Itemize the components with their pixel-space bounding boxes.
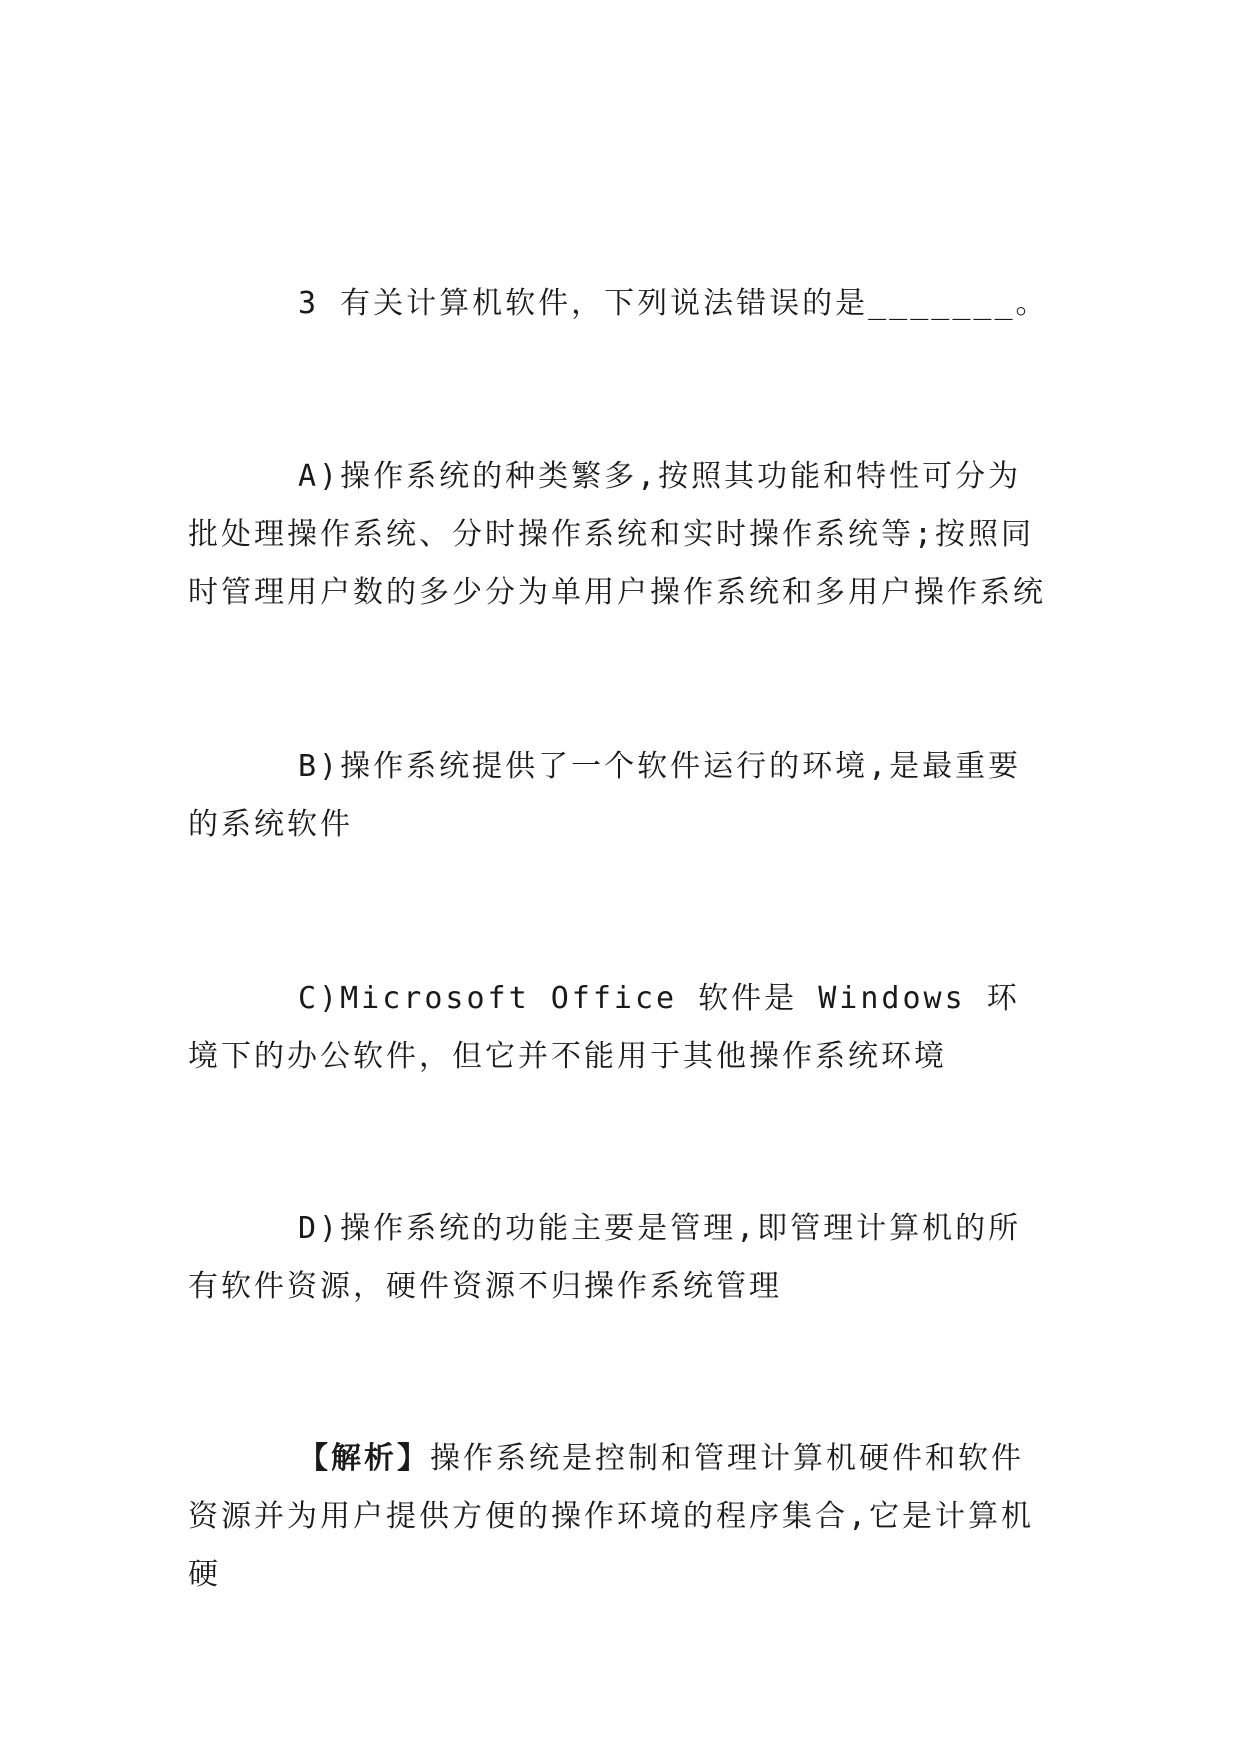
option-c: C)Microsoft Office 软件是 Windows 环境下的办公软件，但它并不能用于其他操作系统环境 [188,981,1020,1074]
analysis-paragraph [188,1430,1050,1604]
option-a: A)操作系统的种类繁多,按照其功能和特性可分为批处理操作系统、分时操作系统和实时操作系统等;按照同时管理用户数的多少分为单用户操作系统和多用户操作系统 [188,459,1046,610]
analysis-text: 操作系统是控制和管理计算机硬件和软件资源并为用户提供方便的操作环境的程序集合,它是计算机硬 [188,1441,1035,1592]
question-text: 3 有关计算机软件，下列说法错误的是_______。 [298,286,1049,321]
option-d: D)操作系统的功能主要是管理,即管理计算机的所有软件资源，硬件资源不归操作系统管理 [188,1211,1022,1304]
option-b: B)操作系统提供了一个软件运行的环境,是最重要的系统软件 [188,749,1022,842]
analysis-label: 【解析】 [298,1441,430,1476]
